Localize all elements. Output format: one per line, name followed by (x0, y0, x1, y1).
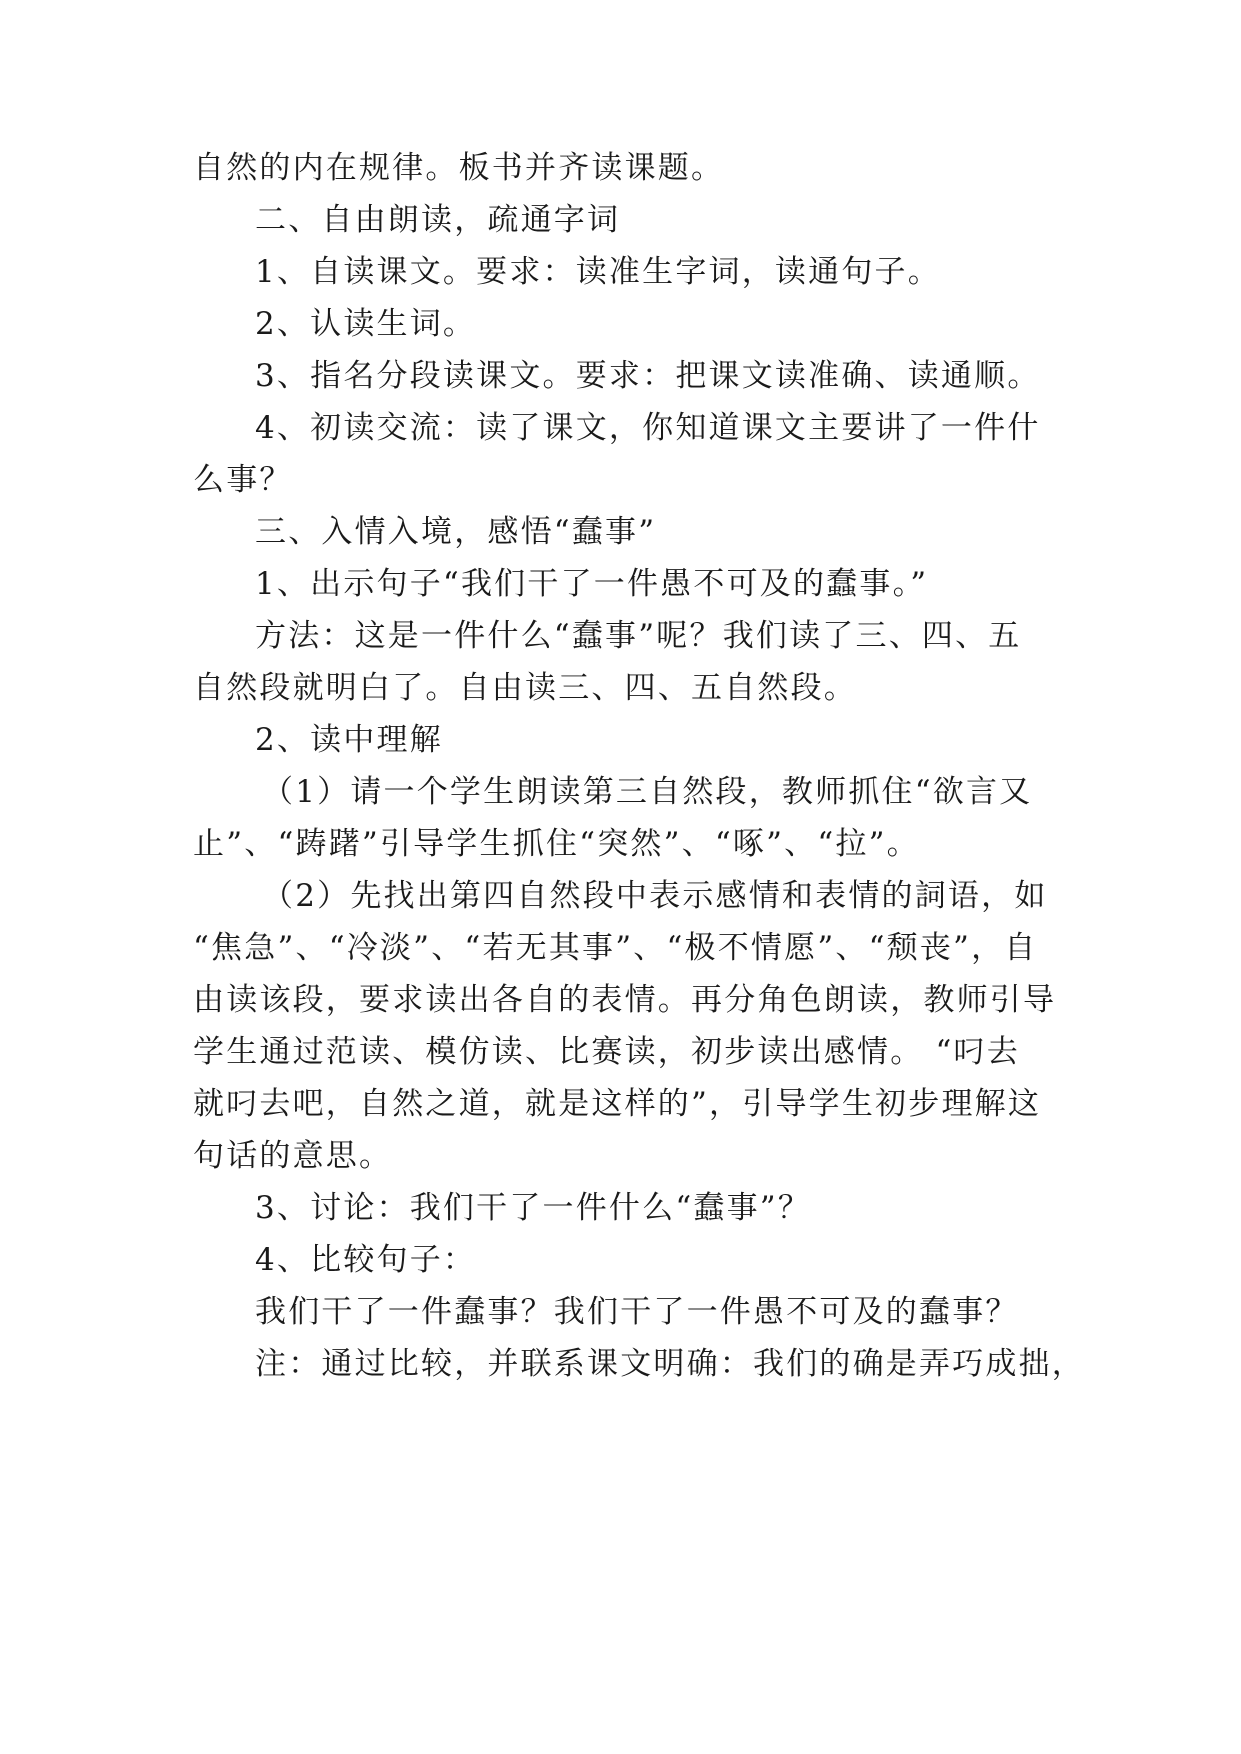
text-line: 2、认读生词。 (255, 306, 477, 342)
text-line: “焦急”、“冷淡”、“若无其事”、“极不情愿”、“颓丧”，自 (193, 930, 1038, 966)
text-line: 1、自读课文。要求：读准生字词，读通句子。 (255, 254, 941, 290)
text-line: （1）请一个学生朗读第三自然段，教师抓住“欲言又 (262, 774, 1033, 810)
text-line: 自然段就明白了。自由读三、四、五自然段。 (193, 670, 857, 706)
text-line: 1、出示句子“我们干了一件愚不可及的蠢事。” (255, 566, 929, 602)
section-heading: 二、自由朗读，疏通字词 (255, 202, 621, 238)
text-line: 自然的内在规律。板书并齐读课题。 (193, 150, 725, 186)
text-line: 2、读中理解 (255, 722, 443, 758)
text-line: 方法：这是一件什么“蠢事”呢？我们读了三、四、五 (255, 618, 1022, 654)
text-line: 注：通过比较，并联系课文明确：我们的确是弄巧成拙， (255, 1346, 1085, 1382)
text-line: 学生通过范读、模仿读、比赛读，初步读出感情。 “叼去 (193, 1034, 1020, 1070)
section-heading: 三、入情入境，感悟“蠢事” (255, 514, 657, 550)
text-line: 我们干了一件蠢事？我们干了一件愚不可及的蠢事？ (255, 1294, 1019, 1330)
text-line: 4、初读交流：读了课文，你知道课文主要讲了一件什 (255, 410, 1041, 446)
text-line: 3、指名分段读课文。要求：把课文读准确、读通顺。 (255, 358, 1041, 394)
text-line: 句话的意思。 (193, 1138, 393, 1174)
text-line: （2）先找出第四自然段中表示感情和表情的詞语，如 (262, 878, 1048, 914)
text-line: 止”、“踌躇”引导学生抓住“突然”、“啄”、“拉”。 (193, 826, 920, 862)
text-line: 么事？ (193, 462, 293, 498)
text-line: 由读该段，要求读出各自的表情。再分角色朗读，教师引导 (193, 982, 1057, 1018)
text-line: 4、比较句子： (255, 1242, 477, 1278)
text-line: 3、讨论：我们干了一件什么“蠢事”？ (255, 1190, 812, 1226)
text-line: 就叼去吧，自然之道，就是这样的”，引导学生初步理解这 (193, 1086, 1042, 1122)
